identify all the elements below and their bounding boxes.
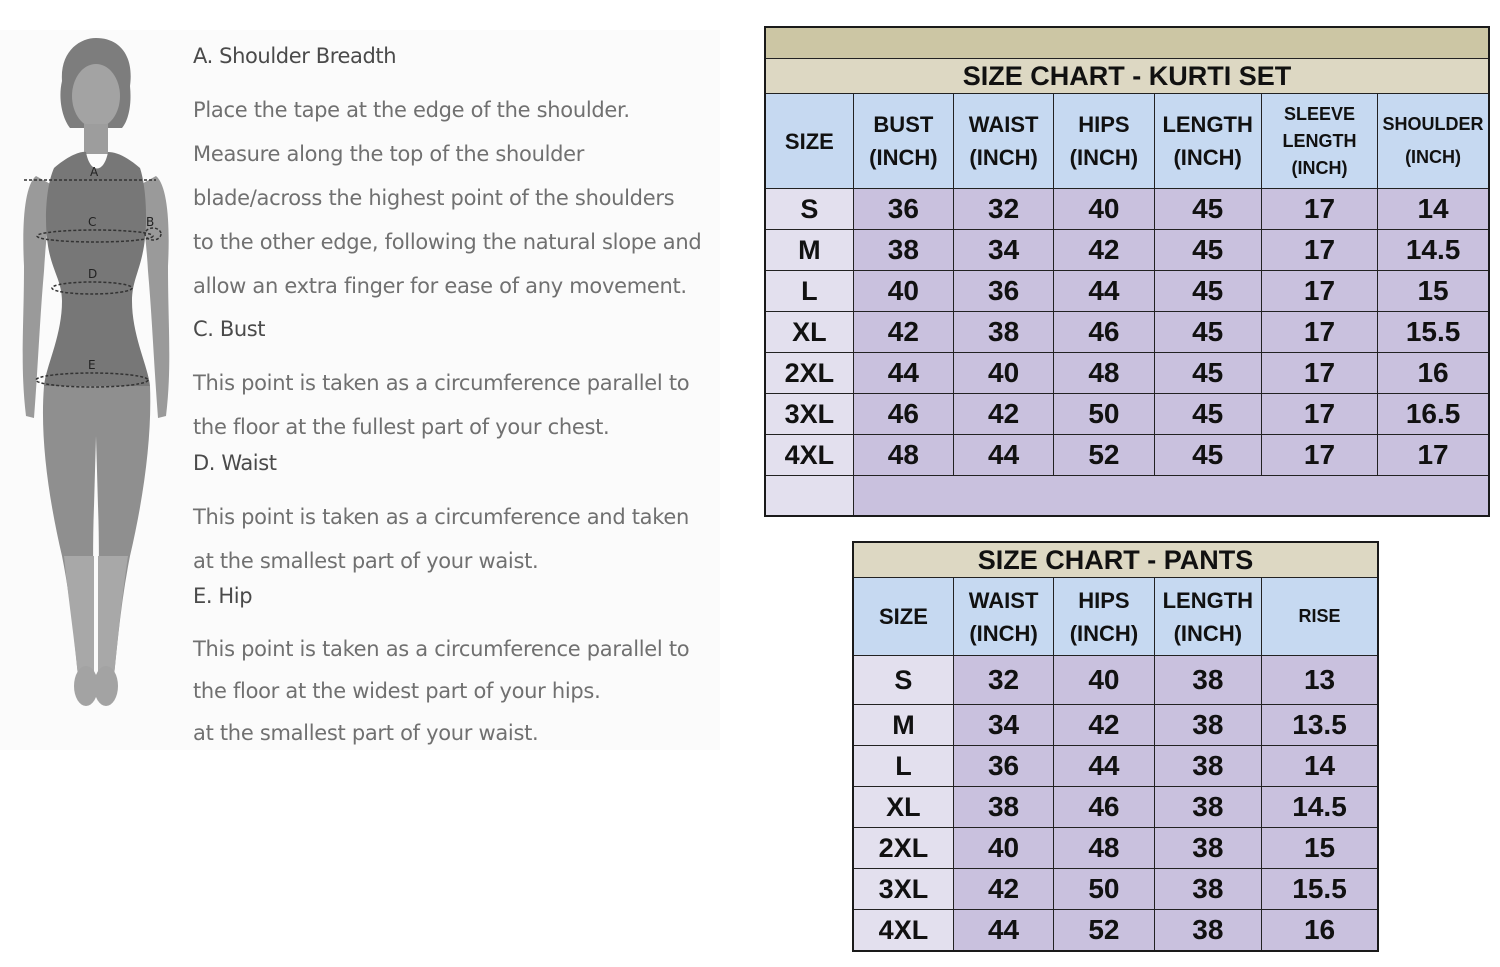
size-cell: M (853, 705, 953, 746)
pants-title: SIZE CHART - PANTS (853, 542, 1378, 578)
column-header (1054, 94, 1154, 189)
measurement-cell: 45 (1154, 394, 1261, 435)
measurement-cell: 16.5 (1378, 394, 1489, 435)
body-hip (193, 628, 723, 754)
empty-cell (765, 476, 853, 517)
text-line: This point is taken as a circumference parallel to (193, 637, 690, 661)
text-line: This point is taken as a circumference and taken (193, 505, 689, 529)
text-line: Measure along the top of the shoulder (193, 142, 585, 166)
column-header-text: (INCH) (1173, 620, 1243, 646)
measurement-cell: 38 (1154, 910, 1261, 952)
measurement-cell: 15 (1262, 828, 1378, 869)
heading-waist: D. Waist (193, 451, 277, 475)
measurement-cell: 17 (1261, 230, 1377, 271)
measurement-cell: 16 (1262, 910, 1378, 952)
body-waist (193, 495, 723, 583)
measurement-cell: 38 (1154, 828, 1261, 869)
measurement-cell: 52 (1054, 435, 1154, 476)
measurement-cell: 44 (853, 353, 953, 394)
size-cell: S (853, 656, 953, 705)
size-cell: 4XL (853, 910, 953, 952)
measurement-cell: 44 (954, 435, 1054, 476)
title-band (765, 27, 1489, 59)
table-row (853, 787, 1378, 828)
measurement-cell: 15.5 (1378, 312, 1489, 353)
measurement-cell: 36 (954, 271, 1054, 312)
column-header-text: (INCH) (869, 145, 938, 170)
measurement-cell: 45 (1154, 312, 1261, 353)
measurement-cell: 40 (953, 828, 1053, 869)
measurement-cell: 52 (1054, 910, 1154, 952)
body-shoulder-breadth (193, 88, 723, 308)
measurement-cell: 46 (1054, 312, 1154, 353)
measurement-cell: 40 (1054, 189, 1154, 230)
measurement-cell: 38 (1154, 705, 1261, 746)
label-b: B (146, 215, 155, 229)
measurement-cell: 48 (1054, 828, 1154, 869)
column-header-text: LENGTH (1162, 587, 1254, 613)
measurement-cell: 34 (954, 230, 1054, 271)
measurement-cell: 45 (1154, 189, 1261, 230)
column-header-text: WAIST (968, 587, 1039, 613)
size-cell: L (765, 271, 853, 312)
table-row (853, 656, 1378, 705)
body-silhouette-figure (10, 36, 180, 726)
column-header-text: (INCH) (1069, 620, 1139, 646)
column-header-text: (INCH) (1069, 145, 1139, 170)
label-d: D (88, 267, 98, 281)
measurement-cell: 17 (1378, 435, 1489, 476)
heading-bust: C. Bust (193, 317, 266, 341)
heading-shoulder-breadth: A. Shoulder Breadth (193, 44, 397, 68)
measurement-cell: 38 (1154, 656, 1261, 705)
table-row (765, 271, 1489, 312)
table-row (853, 910, 1378, 952)
measurement-cell: 17 (1261, 353, 1377, 394)
column-header (1262, 578, 1378, 656)
label-a: A (90, 165, 99, 179)
measurement-cell: 45 (1154, 435, 1261, 476)
measurement-cell: 13 (1262, 656, 1378, 705)
column-header (1261, 94, 1377, 189)
measurement-cell: 34 (953, 705, 1053, 746)
text-line: This point is taken as a circumference parallel to (193, 371, 690, 395)
column-header-text: LENGTH (1162, 112, 1253, 137)
table-row (853, 828, 1378, 869)
column-header (1054, 578, 1154, 656)
column-header-text: (INCH) (969, 620, 1038, 646)
measurement-cell: 50 (1054, 869, 1154, 910)
measurement-cell: 45 (1154, 271, 1261, 312)
text-line: at the smallest part of your waist. (193, 721, 539, 745)
table-row (765, 435, 1489, 476)
size-cell: 4XL (765, 435, 853, 476)
text-line: allow an extra finger for ease of any movement. (193, 274, 687, 298)
measurement-cell: 15 (1378, 271, 1489, 312)
measurement-cell: 42 (954, 394, 1054, 435)
column-header (765, 94, 853, 189)
measurement-cell: 38 (1154, 787, 1261, 828)
size-cell: 2XL (765, 353, 853, 394)
size-cell: 3XL (765, 394, 853, 435)
column-header-text: BUST (873, 112, 934, 137)
size-cell: XL (853, 787, 953, 828)
text-line: at the smallest part of your waist. (193, 549, 539, 573)
measurement-cell: 45 (1154, 353, 1261, 394)
measurement-cell: 38 (1154, 746, 1261, 787)
measurement-cell: 40 (954, 353, 1054, 394)
table-row (853, 869, 1378, 910)
column-header (853, 94, 953, 189)
size-cell: M (765, 230, 853, 271)
text-line: the floor at the fullest part of your chest. (193, 415, 610, 439)
column-header-text: HIPS (1078, 587, 1130, 613)
size-cell: L (853, 746, 953, 787)
table-row (765, 189, 1489, 230)
body-bust (193, 361, 723, 449)
column-header-text: HIPS (1078, 112, 1130, 137)
measurement-cell: 17 (1261, 394, 1377, 435)
column-header (1154, 578, 1261, 656)
measurement-cell: 50 (1054, 394, 1154, 435)
size-cell: S (765, 189, 853, 230)
measurement-cell: 17 (1261, 271, 1377, 312)
measurement-cell: 38 (953, 787, 1053, 828)
measurement-cell: 45 (1154, 230, 1261, 271)
pants-header-row (853, 578, 1378, 656)
text-line: Place the tape at the edge of the shoulder. (193, 98, 630, 122)
column-header-text: SHOULDER (1382, 114, 1484, 134)
measurement-cell: 40 (1054, 656, 1154, 705)
column-header-text: SIZE (878, 604, 928, 629)
table-row (765, 353, 1489, 394)
measurement-cell: 32 (954, 189, 1054, 230)
measurement-cell: 42 (1054, 230, 1154, 271)
empty-cell (853, 476, 1489, 517)
measurement-cell: 44 (1054, 271, 1154, 312)
column-header-text: RISE (1298, 606, 1341, 626)
table-row (765, 230, 1489, 271)
column-header (1378, 94, 1489, 189)
measurement-cell: 38 (954, 312, 1054, 353)
column-header (1154, 94, 1261, 189)
column-header-text: (INCH) (1173, 145, 1242, 170)
measurement-cell: 14 (1262, 746, 1378, 787)
table-row (765, 394, 1489, 435)
kurti-empty-row (765, 476, 1489, 517)
table-row (765, 312, 1489, 353)
measurement-cell: 36 (853, 189, 953, 230)
column-header (954, 94, 1054, 189)
pants-title-row (853, 542, 1378, 578)
table-row (853, 705, 1378, 746)
heading-hip: E. Hip (193, 584, 253, 608)
measurement-cell: 42 (1054, 705, 1154, 746)
label-e: E (88, 358, 96, 372)
text-line: blade/across the highest point of the shoulders (193, 186, 675, 210)
column-header-text: WAIST (968, 112, 1039, 137)
measurement-cell: 16 (1378, 353, 1489, 394)
measurement-cell: 44 (953, 910, 1053, 952)
text-line: the floor at the widest part of your hips. (193, 679, 601, 703)
measurement-cell: 40 (853, 271, 953, 312)
measurement-cell: 32 (953, 656, 1053, 705)
measurement-cell: 46 (1054, 787, 1154, 828)
pants-size-chart-table (852, 541, 1379, 952)
measurement-cell: 36 (953, 746, 1053, 787)
measurement-cell: 38 (1154, 869, 1261, 910)
table-row (853, 746, 1378, 787)
measurement-cell: 42 (953, 869, 1053, 910)
column-header-text: LENGTH (1282, 130, 1357, 151)
measurement-cell: 17 (1261, 312, 1377, 353)
column-header (853, 578, 953, 656)
measurement-cell: 48 (1054, 353, 1154, 394)
label-c: C (88, 215, 97, 229)
size-cell: 3XL (853, 869, 953, 910)
measurement-cell: 48 (853, 435, 953, 476)
column-header-text: (INCH) (969, 145, 1038, 170)
column-header-text: SIZE (784, 128, 834, 154)
text-line: to the other edge, following the natural slope and (193, 230, 702, 254)
column-header-text: (INCH) (1291, 157, 1348, 178)
measurement-cell: 38 (853, 230, 953, 271)
column-header-text: SLEEVE (1283, 103, 1355, 124)
measurement-cell: 46 (853, 394, 953, 435)
measurement-cell: 44 (1054, 746, 1154, 787)
measurement-cell: 17 (1261, 189, 1377, 230)
measurement-cell: 15.5 (1262, 869, 1378, 910)
measurement-cell: 14.5 (1262, 787, 1378, 828)
measurement-cell: 13.5 (1262, 705, 1378, 746)
measurement-cell: 14.5 (1378, 230, 1489, 271)
measurement-cell: 42 (853, 312, 953, 353)
size-cell: 2XL (853, 828, 953, 869)
kurti-header-row (765, 94, 1489, 189)
kurti-size-chart-table (764, 26, 1490, 517)
measurement-cell: 17 (1261, 435, 1377, 476)
size-cell: XL (765, 312, 853, 353)
column-header-text: (INCH) (1405, 147, 1462, 167)
kurti-title-row (765, 59, 1489, 94)
kurti-title: SIZE CHART - KURTI SET (765, 59, 1489, 94)
measurement-cell: 14 (1378, 189, 1489, 230)
column-header (953, 578, 1053, 656)
